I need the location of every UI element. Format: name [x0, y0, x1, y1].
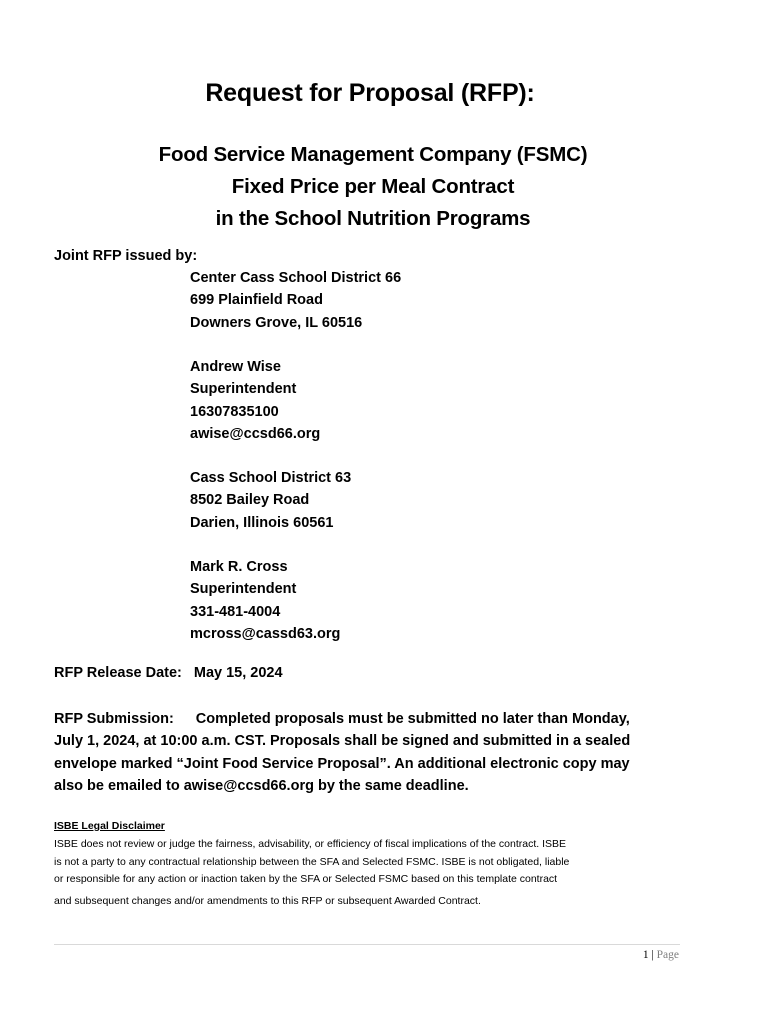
- subtitle-line: Fixed Price per Meal Contract: [231, 175, 515, 198]
- page-number-separator: |: [651, 949, 654, 961]
- district-2-street: 8502 Bailey Road: [190, 492, 310, 509]
- disclaimer-line: is not a party to any contractual relationship between the SFA and Selected FSMC. ISBE is not obligated, liable: [54, 855, 570, 868]
- contact-2-name: Mark R. Cross: [190, 559, 288, 575]
- disclaimer-line: or responsible for any action or inaction taken by the SFA or Selected FSMC based on this template contract: [54, 873, 558, 885]
- contact-2-role: Superintendent: [190, 581, 297, 598]
- contact-1-phone: 16307835100: [190, 403, 279, 420]
- document-subtitle: [0, 139, 746, 235]
- contact-2-email: mcross@cassd63.org: [190, 625, 341, 642]
- page-number: [643, 949, 679, 961]
- submission-text-line: Completed proposals must be submitted no later than Monday,: [195, 711, 630, 727]
- submission-text-line: July 1, 2024, at 10:00 a.m. CST. Proposals shall be signed and submitted in a sealed: [54, 733, 631, 750]
- contact-2-phone: 331-481-4004: [190, 603, 281, 620]
- contact-1-email: awise@ccsd66.org: [190, 425, 321, 442]
- disclaimer-body: [54, 836, 680, 910]
- disclaimer-line: ISBE does not review or judge the fairness, advisability, or efficiency of fiscal implications of the contract. ISBE: [54, 838, 567, 850]
- release-date: [54, 665, 283, 681]
- contact-2: [190, 556, 340, 645]
- district-1-address: [190, 267, 401, 334]
- page-number-word: Page: [656, 949, 679, 961]
- district-1-name: Center Cass School District 66: [190, 270, 402, 286]
- district-1-street: 699 Plainfield Road: [190, 292, 323, 309]
- district-2-name: Cass School District 63: [190, 470, 352, 486]
- district-2-city: Darien, Illinois 60561: [190, 514, 334, 531]
- submission-section: [54, 708, 694, 797]
- contact-1-role: Superintendent: [190, 381, 297, 398]
- subtitle-line: Food Service Management Company (FSMC): [158, 143, 588, 166]
- contact-1-name: Andrew Wise: [190, 359, 281, 375]
- page-number-value: 1: [642, 949, 649, 961]
- footer-divider: [54, 944, 680, 945]
- disclaimer-line: and subsequent changes and/or amendments to this RFP or subsequent Awarded Contract.: [54, 894, 481, 907]
- document-title: Request for Proposal (RFP):: [205, 79, 535, 107]
- release-date-value: May 15, 2024: [193, 665, 283, 681]
- district-1-city: Downers Grove, IL 60516: [190, 314, 363, 331]
- disclaimer-heading: ISBE Legal Disclaimer: [54, 820, 165, 832]
- subtitle-line: in the School Nutrition Programs: [215, 207, 531, 230]
- submission-text-line: also be emailed to awise@ccsd66.org by the same deadline.: [54, 777, 469, 794]
- issued-by-label: Joint RFP issued by:: [54, 248, 198, 264]
- contact-1: [190, 356, 320, 445]
- district-2-address: [190, 467, 351, 534]
- submission-text-line: envelope marked “Joint Food Service Proposal”. An additional electronic copy may: [54, 755, 630, 772]
- release-date-label: RFP Release Date:: [54, 665, 182, 681]
- submission-label: RFP Submission:: [54, 711, 174, 727]
